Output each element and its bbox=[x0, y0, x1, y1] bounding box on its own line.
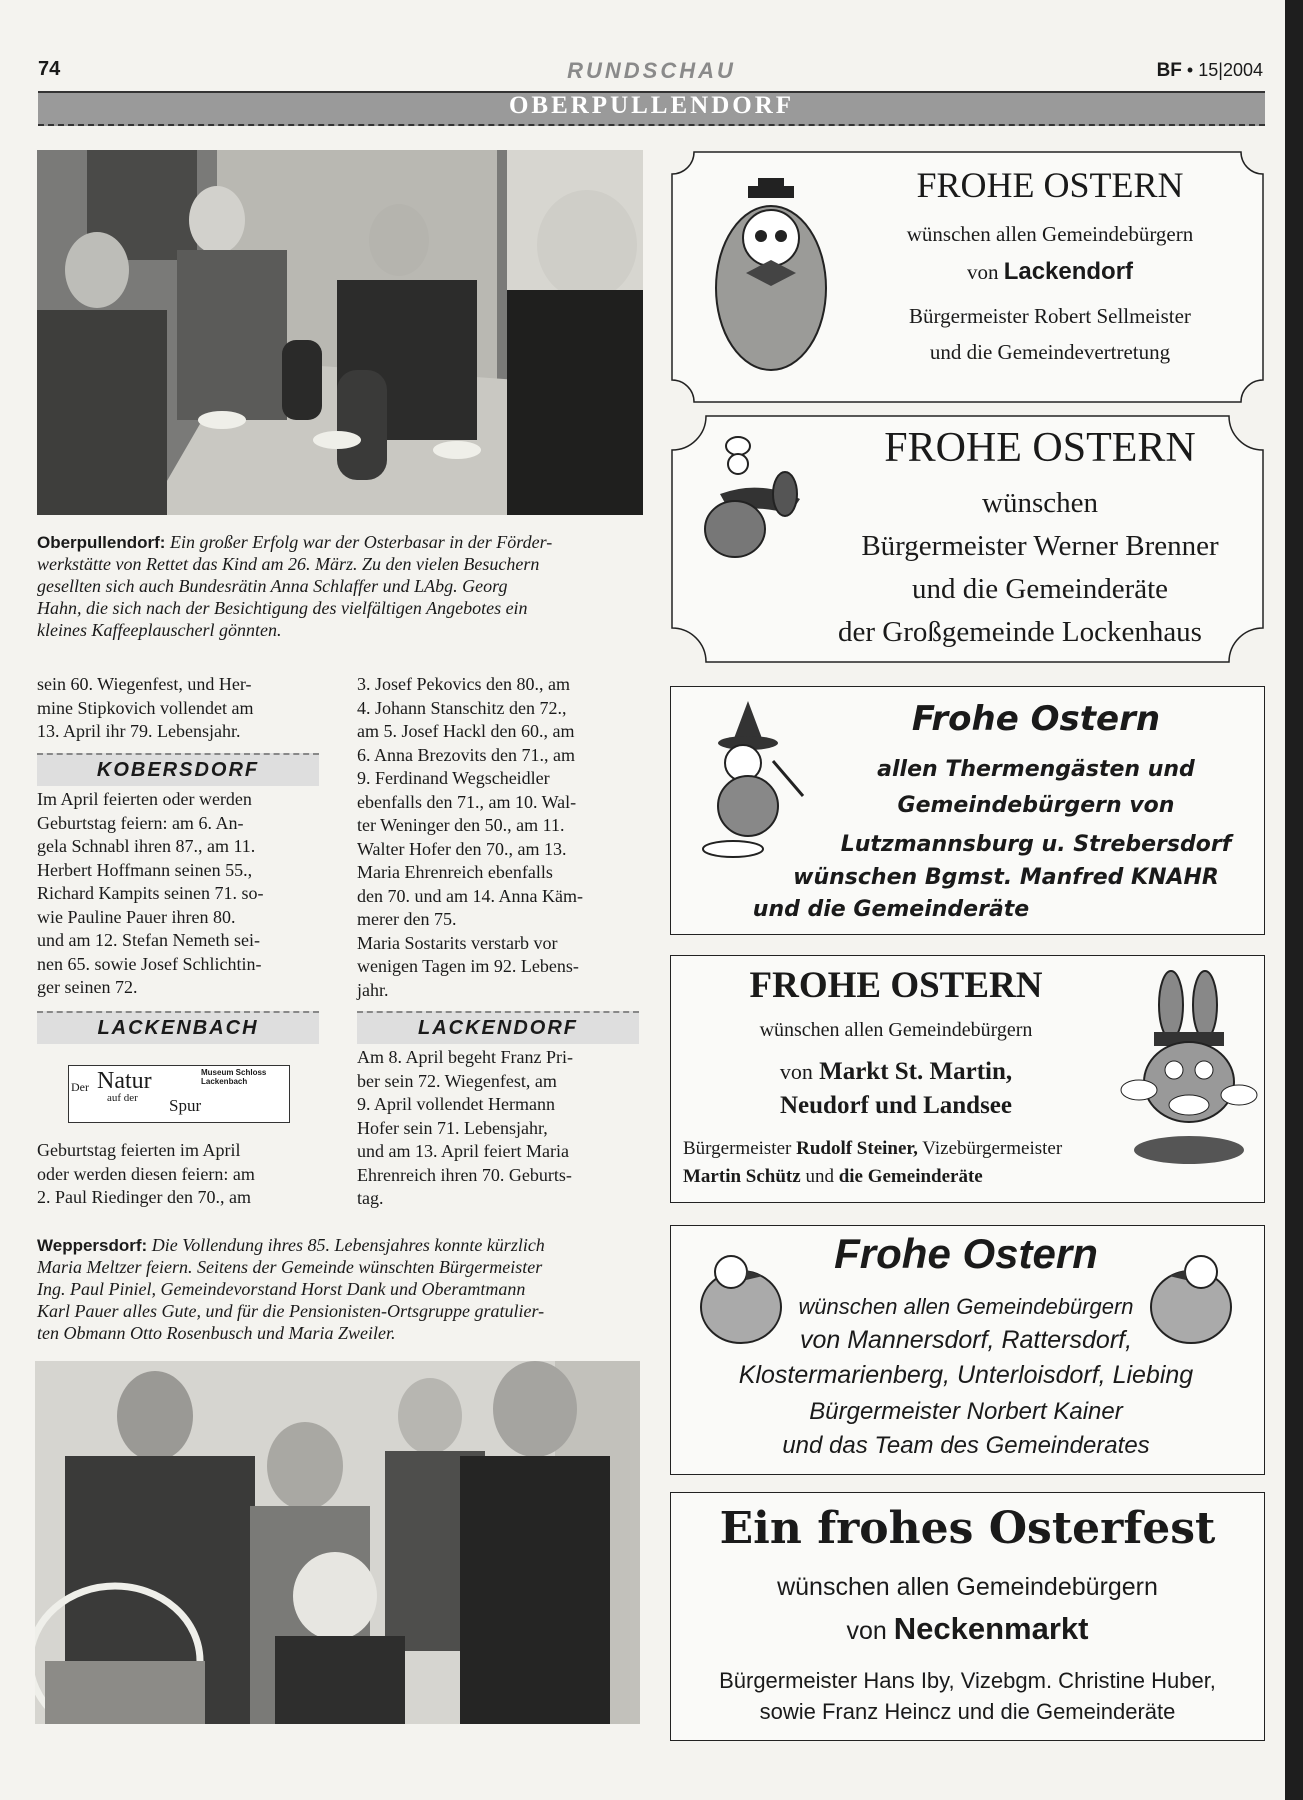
section-heading-lackenbach: LACKENBACH bbox=[37, 1011, 319, 1044]
museum-logo-der: Der bbox=[71, 1080, 89, 1094]
ad-neckenmarkt-von: von bbox=[846, 1617, 887, 1645]
ad-lackendorf-title: FROHE OSTERN bbox=[916, 165, 1184, 205]
text-line: Ehrenreich ihren 70. Geburts- bbox=[357, 1164, 572, 1185]
ad-lockenhaus-line: der Großgemeinde Lockenhaus bbox=[838, 616, 1202, 648]
text-line: jahr. bbox=[357, 979, 389, 1000]
text-line: mine Stipkovich vollendet am bbox=[37, 697, 254, 718]
text-line: Walter Hofer den 70., am 13. bbox=[357, 838, 567, 859]
article-kobersdorf bbox=[37, 788, 323, 1000]
caption-weppersdorf-line: Karl Pauer alles Gute, und für die Pensionisten-Ortsgruppe gratulier- bbox=[37, 1301, 545, 1321]
museum-logo-spur: Spur bbox=[169, 1096, 202, 1115]
ad-neckenmarkt-line: sowie Franz Heincz und die Gemeinderäte bbox=[759, 1699, 1176, 1724]
ad-lutzmannsburg-title: Frohe Ostern bbox=[911, 699, 1161, 739]
ad-stmartin-title: FROHE OSTERN bbox=[749, 965, 1043, 1006]
bunny-egg-icon bbox=[690, 434, 820, 564]
text-line: 3. Josef Pekovics den 80., am bbox=[357, 674, 570, 694]
text-line: 13. April ihr 79. Lebensjahr. bbox=[37, 721, 241, 741]
ad-lockenhaus-title: FROHE OSTERN bbox=[884, 425, 1196, 471]
ad-stmartin bbox=[670, 955, 1265, 1203]
ad-stmartin-mayor-pre: Bürgermeister bbox=[683, 1138, 792, 1159]
text-line: sein 60. Wiegenfest, und Her- bbox=[37, 674, 252, 694]
ad-stmartin-vice-pre: Vizebürgermeister bbox=[922, 1138, 1063, 1159]
text-line: Herbert Hoffmann seinen 55., bbox=[37, 859, 253, 880]
ad-neckenmarkt-line: Bürgermeister Hans Iby, Vizebgm. Christine Huber, bbox=[719, 1668, 1216, 1693]
ad-lockenhaus bbox=[670, 414, 1265, 664]
text-line: und am 12. Stefan Nemeth sei- bbox=[37, 930, 260, 950]
photo-osterbasar-image bbox=[37, 150, 643, 515]
ad-mannersdorf-line: Bürgermeister Norbert Kainer bbox=[809, 1398, 1123, 1425]
ad-lutzmannsburg-line: Gemeindebürgern von bbox=[897, 793, 1175, 818]
caption-osterbasar-line: Ein großer Erfolg war der Osterbasar in der Förder- bbox=[169, 532, 553, 552]
ad-mannersdorf-title: Frohe Ostern bbox=[834, 1230, 1098, 1277]
column-2 bbox=[357, 673, 643, 1002]
ad-mannersdorf-line: wünschen allen Gemeindebürgern bbox=[798, 1294, 1134, 1319]
ad-lackendorf-line: und die Gemeindevertretung bbox=[929, 340, 1171, 364]
museum-logo-natur: Natur bbox=[97, 1068, 152, 1094]
issue-brand: BF bbox=[1156, 60, 1182, 81]
ad-lackendorf-place-line bbox=[840, 258, 1260, 286]
ad-stmartin-council: die Gemeinderäte bbox=[838, 1166, 983, 1187]
text-line: Hofer sein 71. Lebensjahr, bbox=[357, 1117, 548, 1138]
museum-logo-museum: Museum Schloss Lackenbach bbox=[201, 1068, 267, 1086]
text-line: 4. Johann Stanschitz den 72., bbox=[357, 697, 567, 718]
caption-osterbasar-line: kleines Kaffeeplauscherl gönnten. bbox=[37, 620, 282, 640]
issue-date: 15|2004 bbox=[1198, 60, 1263, 80]
issue-info bbox=[1157, 60, 1263, 82]
ad-stmartin-vice-line bbox=[683, 1166, 983, 1188]
ad-lockenhaus-line: Bürgermeister Werner Brenner bbox=[861, 530, 1219, 562]
text-line: ger seinen 72. bbox=[37, 977, 138, 997]
text-line: ebenfalls den 71., am 10. Wal- bbox=[357, 791, 577, 812]
photo-weppersdorf-image bbox=[35, 1361, 640, 1724]
section-heading-kobersdorf: KOBERSDORF bbox=[37, 753, 319, 786]
ad-lutzmannsburg-line: wünschen Bgmst. Manfred KNAHR bbox=[793, 865, 1219, 890]
caption-osterbasar bbox=[37, 531, 647, 641]
ad-stmartin-mayor: Rudolf Steiner, bbox=[796, 1138, 918, 1159]
text-line: Maria Sostarits verstarb vor bbox=[357, 932, 558, 953]
text-line: Geburtstag feiern: am 6. An- bbox=[37, 812, 244, 833]
section-heading-lackendorf: LACKENDORF bbox=[357, 1011, 639, 1044]
text-line: merer den 75. bbox=[357, 909, 457, 929]
ad-lackendorf-line: wünschen allen Gemeindebürgern bbox=[906, 222, 1194, 246]
ad-stmartin-place2: Neudorf und Landsee bbox=[780, 1092, 1012, 1119]
ad-mannersdorf bbox=[670, 1225, 1265, 1475]
text-line: Geburtstag feierten im April bbox=[37, 1140, 241, 1160]
text-line: Maria Ehrenreich ebenfalls bbox=[357, 862, 553, 882]
ad-stmartin-von: von bbox=[779, 1059, 813, 1084]
ad-lackendorf-place: Lackendorf bbox=[1003, 258, 1134, 285]
ad-neckenmarkt-place: Neckenmarkt bbox=[893, 1611, 1089, 1646]
photo-osterbasar bbox=[37, 150, 643, 515]
text-line: oder werden diesen feiern: am bbox=[37, 1163, 255, 1184]
caption-weppersdorf-line: ten Obmann Otto Rosenbusch und Maria Zweiler. bbox=[37, 1323, 396, 1343]
ad-stmartin-place1: Markt St. Martin, bbox=[819, 1058, 1013, 1085]
ad-lackendorf-von: von bbox=[966, 260, 999, 284]
caption-weppersdorf-line: Ing. Paul Piniel, Gemeindevorstand Horst Dank und Oberamtmann bbox=[37, 1279, 526, 1299]
ad-lutzmannsburg-line: und die Gemeinderäte bbox=[752, 897, 1030, 922]
ad-lutzmannsburg bbox=[670, 686, 1265, 935]
text-line: Richard Kampits seinen 71. so- bbox=[37, 883, 264, 903]
caption-osterbasar-line: werkstätte von Rettet das Kind am 26. März. Zu den vielen Besuchern bbox=[37, 554, 540, 574]
text-line: gela Schnabl ihren 87., am 11. bbox=[37, 836, 256, 856]
ad-lockenhaus-line: und die Gemeinderäte bbox=[911, 573, 1169, 605]
witch-bunny-icon bbox=[693, 701, 813, 861]
ad-lackendorf-line: Bürgermeister Robert Sellmeister bbox=[909, 304, 1191, 328]
ad-mannersdorf-line: Klostermarienberg, Unterloisdorf, Liebing bbox=[738, 1361, 1194, 1389]
ad-neckenmarkt-title: Ein frohes Osterfest bbox=[719, 1503, 1216, 1554]
ad-mannersdorf-line: und das Team des Gemeinderates bbox=[782, 1432, 1150, 1459]
ad-neckenmarkt bbox=[670, 1492, 1265, 1741]
text-line: und am 13. April feiert Maria bbox=[357, 1141, 569, 1161]
ad-lutzmannsburg-line: allen Thermengästen und bbox=[877, 757, 1195, 782]
text-line: wie Pauline Pauer ihren 80. bbox=[37, 906, 236, 927]
caption-osterbasar-place: Oberpullendorf: bbox=[37, 533, 166, 552]
text-line: Am 8. April begeht Franz Pri- bbox=[357, 1047, 573, 1067]
text-line: ber sein 72. Wiegenfest, am bbox=[357, 1070, 557, 1091]
museum-logo-auf-der: auf der bbox=[107, 1092, 138, 1104]
owl-egg-icon bbox=[706, 178, 836, 378]
text-line: 2. Paul Riedinger den 70., am bbox=[37, 1187, 251, 1207]
ad-stmartin-line: wünschen allen Gemeindebürgern bbox=[759, 1019, 1033, 1041]
ad-mannersdorf-line: von Mannersdorf, Rattersdorf, bbox=[799, 1326, 1133, 1354]
text-line: tag. bbox=[357, 1188, 384, 1208]
caption-osterbasar-line: Hahn, die sich nach der Besichtigung des vielfältigen Angebotes ein bbox=[37, 598, 528, 618]
museum-logo bbox=[68, 1065, 290, 1123]
caption-weppersdorf bbox=[37, 1234, 647, 1344]
text-line: 9. April vollendet Hermann bbox=[357, 1094, 555, 1114]
text-line: wenigen Tagen im 92. Lebens- bbox=[357, 956, 579, 976]
caption-weppersdorf-line: Die Vollendung ihres 85. Lebensjahres konnte kürzlich bbox=[151, 1235, 545, 1255]
ad-neckenmarkt-line: wünschen allen Gemeindebürgern bbox=[777, 1573, 1158, 1601]
page-edge bbox=[1285, 0, 1303, 1800]
ad-lutzmannsburg-line: Lutzmannsburg u. Strebersdorf bbox=[840, 832, 1232, 857]
ad-lackendorf bbox=[670, 150, 1265, 404]
ad-stmartin-place-line bbox=[681, 1058, 1111, 1086]
text-line: 6. Anna Brezovits den 71., am bbox=[357, 744, 575, 765]
text-line: ter Weninger den 50., am 11. bbox=[357, 815, 565, 835]
page-number: 74 bbox=[38, 58, 61, 80]
photo-weppersdorf bbox=[35, 1361, 640, 1724]
text-line: Im April feierten oder werden bbox=[37, 789, 252, 809]
caption-weppersdorf-line: Maria Meltzer feiern. Seitens der Gemeinde wünschten Bürgermeister bbox=[37, 1257, 543, 1277]
text-line: den 70. und am 14. Anna Käm- bbox=[357, 885, 583, 906]
ad-lockenhaus-line: wünschen bbox=[982, 487, 1098, 519]
text-line: 9. Ferdinand Wegscheidler bbox=[357, 768, 550, 788]
article-lackenbach bbox=[37, 1139, 323, 1210]
ad-neckenmarkt-place-line bbox=[671, 1611, 1264, 1647]
caption-weppersdorf-place: Weppersdorf: bbox=[37, 1236, 148, 1255]
article-lackendorf bbox=[357, 1046, 643, 1211]
issue-separator: • bbox=[1186, 60, 1194, 80]
text-line: nen 65. sowie Josef Schlichtin- bbox=[37, 953, 262, 974]
magazine-name: RUNDSCHAU bbox=[567, 58, 736, 83]
ad-stmartin-vice: Martin Schütz bbox=[683, 1166, 801, 1187]
section-title: OBERPULLENDORF bbox=[508, 92, 795, 119]
column-1 bbox=[37, 673, 323, 744]
ad-stmartin-und: und bbox=[805, 1166, 834, 1187]
text-line: am 5. Josef Hackl den 60., am bbox=[357, 721, 575, 741]
caption-osterbasar-line: gesellten sich auch Bundesrätin Anna Schlaffer und LAbg. Georg bbox=[37, 576, 508, 596]
ad-stmartin-mayor-line bbox=[683, 1138, 1062, 1160]
bunny-icon bbox=[1119, 970, 1259, 1170]
